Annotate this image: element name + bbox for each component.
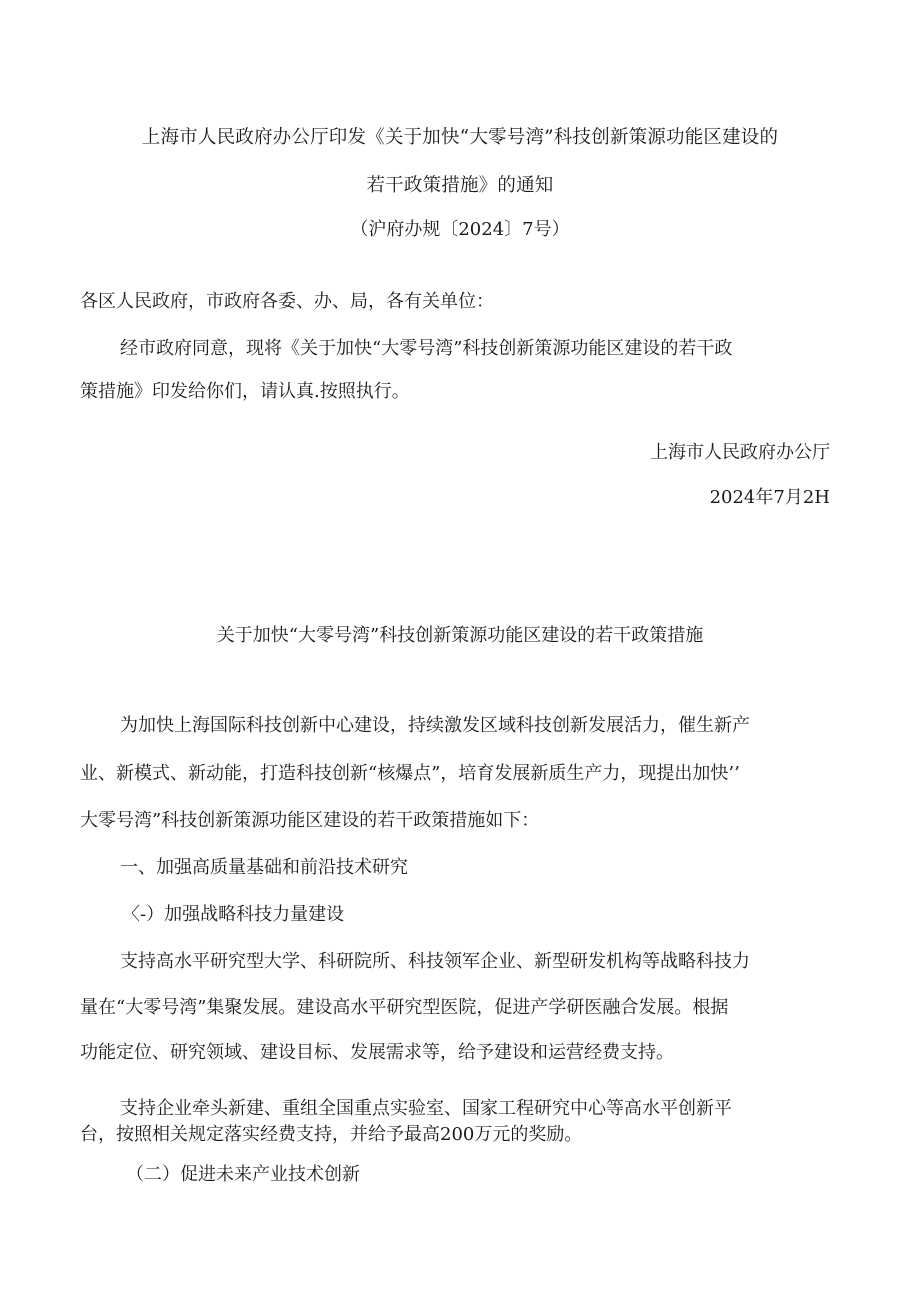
- intro-line-3: 大零号湾”科技创新策源功能区建设的若干政策措施如下：: [80, 810, 540, 831]
- document-number: （沪府办规〔2024〕7号）: [350, 219, 570, 240]
- notice-title-line-1: 上海市人民政府办公厅印发《关于加快“大零号湾”科技创新策源功能区建设的: [141, 127, 779, 148]
- intro-line-1: 为加快上海国际科技创新中心建设，持续激发区域科技创新发展活力，催生新产: [120, 715, 750, 736]
- signature: 上海市人民政府办公厅: [650, 442, 830, 463]
- paragraph-1-line-1: 支持高水平研究型大学、科研院所、科技领军企业、新型研发机构等战略科技力: [120, 951, 750, 972]
- paragraph-1-line-2: 量在“大零号湾”集聚发展。建设高水平研究型医院，促进产学研医融合发展。根据: [80, 997, 729, 1018]
- issue-date: 2024年7月2H: [709, 487, 830, 508]
- salutation: 各区人民政府，市政府各委、办、局，各有关单位：: [80, 291, 494, 312]
- subsection-heading-1: 〈-）加强战略科技力量建设: [122, 904, 345, 925]
- subsection-heading-2: （二）促进未来产业技术创新: [126, 1164, 360, 1185]
- notice-body-line-2: 策措施》印发给你们，请认真.按照执行。: [80, 381, 410, 402]
- intro-line-2: 业、新模式、新动能，打造科技创新“核爆点”，培育发展新质生产力，现提出加快’’: [80, 763, 740, 784]
- paragraph-1-line-3: 功能定位、研究领域、建设目标、发展需求等，给予建设和运营经费支持。: [80, 1042, 674, 1063]
- paragraph-2-line-1: 支持企业牵头新建、重组全国重点实验室、国家工程研究中心等高水平创新平: [120, 1098, 732, 1119]
- measures-title: 关于加快“大零号湾”科技创新策源功能区建设的若干政策措施: [216, 625, 704, 646]
- paragraph-2-line-2: 台，按照相关规定落实经费支持，并给予最高200万元的奖励。: [80, 1124, 583, 1145]
- notice-title-line-2: 若干政策措施》的通知: [366, 175, 554, 196]
- notice-body-line-1: 经市政府同意，现将《关于加快“大零号湾”科技创新策源功能区建设的若干政: [120, 338, 733, 359]
- section-heading-1: 一、加强高质量基础和前沿技术研究: [120, 857, 408, 878]
